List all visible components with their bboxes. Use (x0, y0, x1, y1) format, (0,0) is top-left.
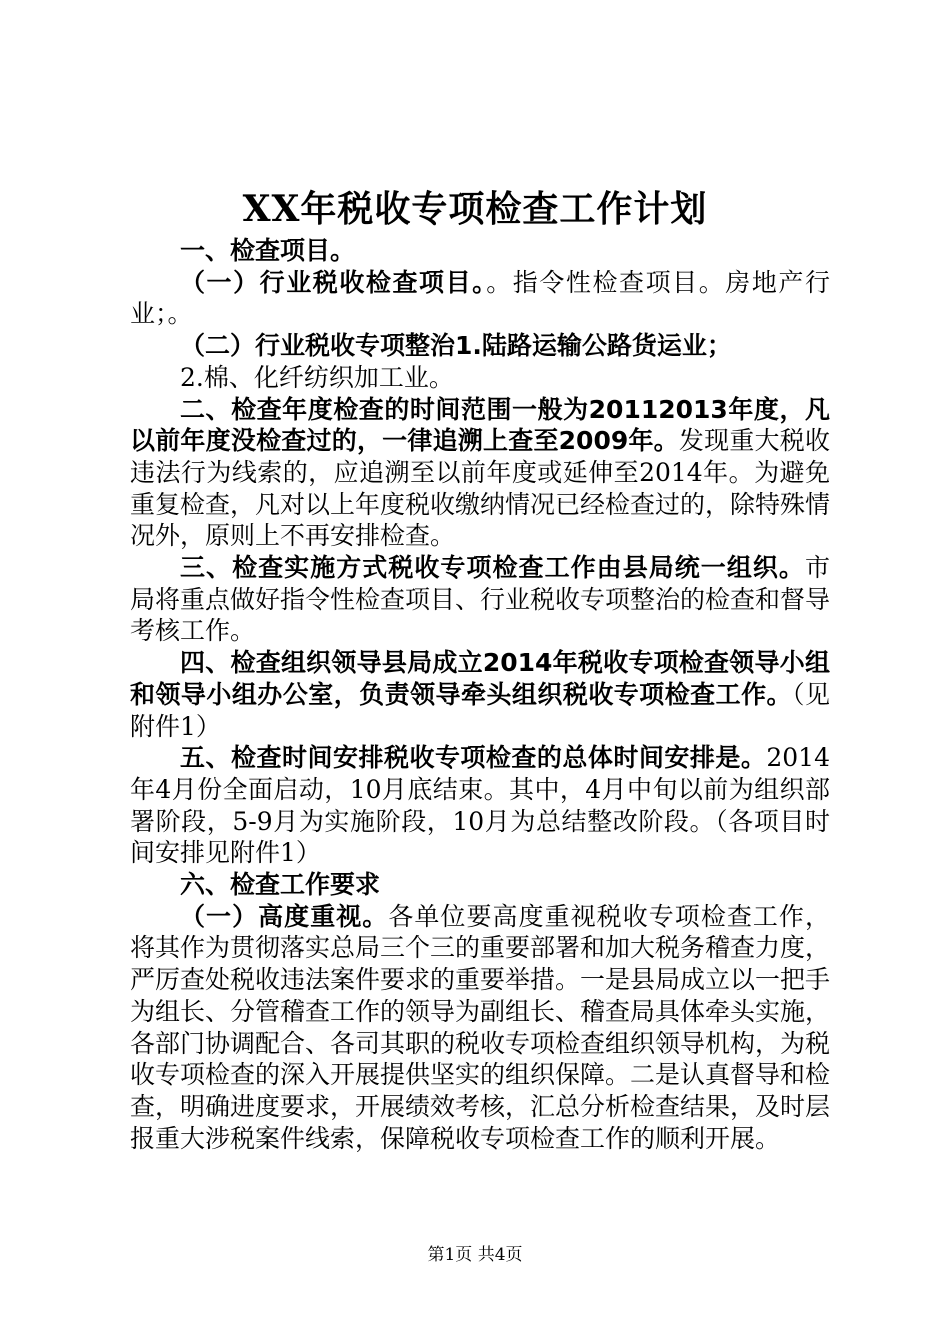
paragraph-text: 市局将重点做好指令性检查项目、行业税收专项整治的检查和督导考核工作。 (130, 553, 831, 646)
paragraph (130, 236, 830, 268)
page-number-footer: 第1页 共4页 (427, 1245, 523, 1265)
paragraph-heading: （一）高度重视。 (180, 901, 389, 931)
paragraph-text: 各单位要高度重视税收专项检查工作，将其作为贯彻落实总局三个三的重要部署和加大税务稽查力度，严厉查处税收违法案件要求的重要举措。一是县局成立以一把手为组长、分管稽查工作的领导为副组长、稽查局具体牵头实施，各部门协调配合、各司其职的税收专项检查组织领导机构，为税收专项检查的深入开展提供坚实的组织保障。二是认真督导和检查，明确进度要求，开展绩效考核，汇总分析检查结果，及时层报重大涉税案件线索，保障税收专项检查工作的顺利开展。 (130, 901, 831, 1153)
paragraph-heading: 六、检查工作要求 (180, 870, 381, 900)
paragraph (130, 268, 830, 331)
paragraph-heading: （二）行业税收专项整治1.陆路运输公路货运业； (180, 331, 732, 361)
paragraph (130, 363, 830, 395)
paragraph (130, 648, 830, 743)
paragraph (130, 331, 830, 363)
paragraph-heading: 五、检查时间安排税收专项检查的总体时间安排是。 (180, 743, 767, 773)
document-title: XX年税收专项检查工作计划 (242, 188, 708, 230)
paragraph-text: （见附件1） (130, 679, 830, 741)
paragraph (130, 902, 830, 1156)
paragraph (130, 553, 830, 648)
paragraph (130, 870, 830, 902)
paragraph (130, 395, 830, 554)
paragraph-heading: 一、检查项目。 (180, 236, 356, 265)
paragraph-heading: （一）行业税收检查项目。 (180, 267, 487, 297)
paragraph-heading: 四、检查组织领导县局成立2014年税收专项检查领导小组和领导小组办公室，负责领导牵头组织税收专项检查工作。 (130, 648, 830, 709)
paragraph-text: 。指令性检查项目。房地产行业；。 (130, 267, 830, 329)
paragraph-text: 2.棉、化纤纺织加工业。 (180, 362, 454, 392)
document-body (130, 236, 830, 1155)
paragraph-heading: 三、检查实施方式税收专项检查工作由县局统一组织。 (180, 553, 805, 583)
paragraph-heading: 二、检查年度检查的时间范围一般为20112013年度，凡以前年度没检查过的，一律追溯上查至2009年。 (130, 394, 830, 456)
paragraph-text: 2014年4月份全面启动，10月底结束。其中，4月中旬以前为组织部署阶段，5-9月为实施阶段，10月为总结整改阶段。（各项目时间安排见附件1） (130, 743, 830, 868)
paragraph (130, 743, 830, 870)
paragraph-text: 发现重大税收违法行为线索的，应追溯至以前年度或延伸至2014年。为避免重复检查，凡对以上年度税收缴纳情况已经检查过的，除特殊情况外，原则上不再安排检查。 (130, 426, 831, 551)
